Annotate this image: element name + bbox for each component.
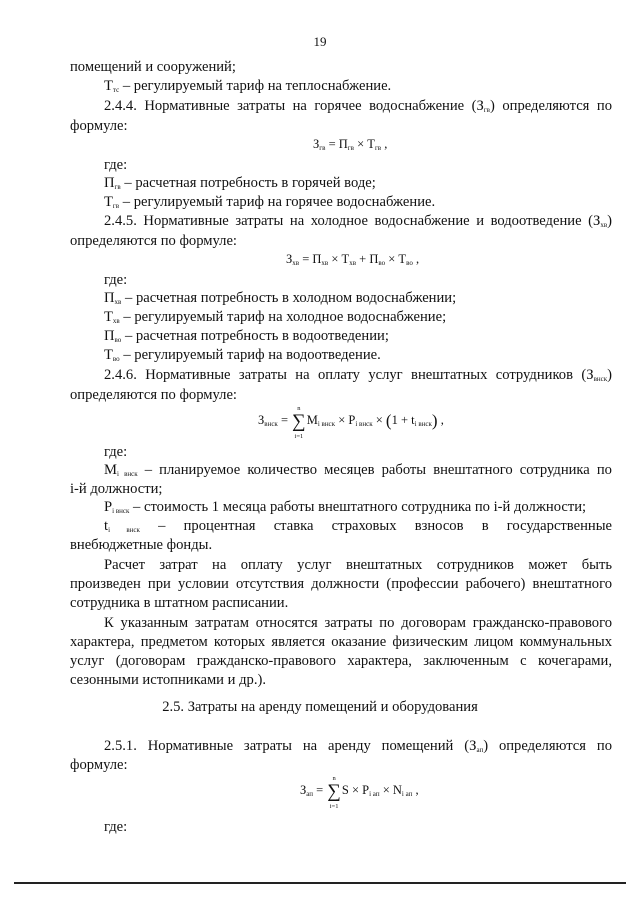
definition-line: $Т_{хв}$ – регулируемый тариф на холодное водоснабжение; [104,309,447,325]
text-line: определяются по формуле: [70,233,237,249]
definition-line: $М_{i внск}$ – планируемое количество месяцев работы внештатного сотрудника по [104,462,612,478]
sum-sign: n ∑ i=1 [292,405,306,440]
paragraph-2-4-4: 2.4.4. Нормативные затраты на горячее водоснабжение $(З_{гв})$ определяются по [104,98,612,114]
paragraph-2-5-1: 2.5.1. Нормативные затраты на аренду помещений $(З_{ап})$ определяются по [104,738,612,754]
where-label: где: [104,272,128,288]
text-line: внебюджетные фонды. [70,537,213,553]
definition-line: $Р_{i внск}$ – стоимость 1 месяца работы внештатного сотрудника по i-й должности; [104,499,587,515]
paragraph-line: К указанным затратам относятся затраты по договорам гражданско-правового [104,615,612,631]
definition-line: $П_{гв}$ – расчетная потребность в горячей воде; [104,175,376,191]
paragraph-2-4-5: 2.4.5. Нормативные затраты на холодное водоснабжение и водоотведение $(З_{хв})$ [104,213,612,229]
formula-freelance-staff: $З_{внск}$ = n ∑ i=1 $М_{i внск} \times Р_{i внск} \times (1 + t_{i внск})$ , [258,405,444,440]
paragraph-line: произведен при условии отсутствия должности (профессии рабочего) внештатного [70,576,612,592]
definition-line: $Т_{гв}$ – регулируемый тариф на горячее водоснабжение. [104,194,436,210]
formula-premises-rent: $З_{ап}$ = n ∑ i=1 $S \times P_{i ап} \times N_{i ап}$ , [300,775,419,810]
page-bottom-rule [14,882,626,884]
paragraph-line: Расчет затрат на оплату услуг внештатных сотрудников может быть [104,557,612,573]
text-line: формуле: [70,118,128,134]
text-line: i-й должности; [70,481,163,497]
paragraph-2-4-6: 2.4.6. Нормативные затраты на оплату услуг внештатных сотрудников $(З_{внск})$ [104,367,612,383]
text-line: помещений и сооружений; [70,59,236,75]
where-label: где: [104,157,128,173]
definition-line: $П_{во}$ – расчетная потребность в водоотведении; [104,328,389,344]
text-line: определяются по формуле: [70,387,237,403]
formula-hot-water: $З_{гв} = П_{гв} \times Т_{гв}$ , [313,137,388,152]
text-line: формуле: [70,757,128,773]
formula-cold-water: $З_{хв} = П_{хв} \times Т_{хв} + П_{во} \times Т_{во}$ , [286,252,420,267]
where-label: где: [104,819,128,835]
definition-line: $П_{хв}$ – расчетная потребность в холодном водоснабжении; [104,290,457,306]
paragraph-line: характера, предметом которых является оказание физическим лицом коммунальных [70,634,612,650]
section-heading: 2.5. Затраты на аренду помещений и оборудования [162,699,478,715]
sum-sign: n ∑ i=1 [327,775,341,810]
definition-line: $Т_{во}$ – регулируемый тариф на водоотведение. [104,347,381,363]
definition-line: $t_{i внск}$ – процентная ставка страховых взносов в государственные [104,518,612,534]
paragraph-line: сезонными истопниками и др.). [70,672,266,688]
where-label: где: [104,444,128,460]
definition-line: $Т_{тс}$ – регулируемый тариф на теплоснабжение. [104,78,392,94]
paragraph-line: сотрудника в штатном расписании. [70,595,289,611]
page-number: 19 [313,34,327,49]
paragraph-line: услуг (договорам гражданско-правового характера, заключенным с кочегарами, [70,653,612,669]
